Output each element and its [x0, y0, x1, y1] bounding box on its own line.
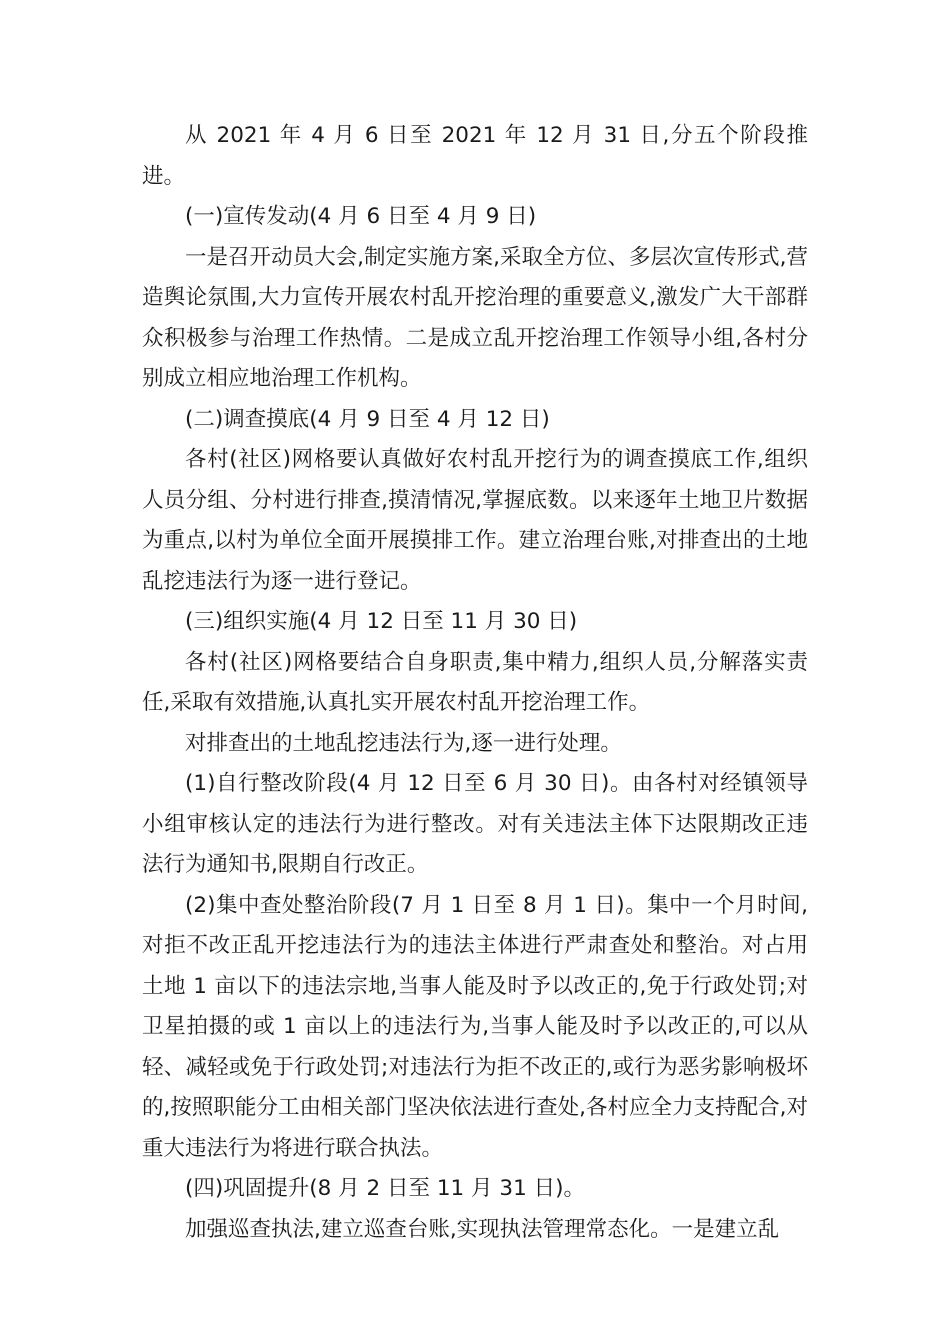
paragraph-consolidation: 加强巡查执法,建立巡查台账,实现执法管理常态化。一是建立乱 [185, 1216, 780, 1242]
section-heading-survey: (二)调查摸底(4 月 9 日至 4 月 12 日) [185, 406, 550, 432]
paragraph-publicity: 一是召开动员大会,制定实施方案,采取全方位、多层次宣传形式,营造舆论氛围,大力宣传开展农村乱开挖治理的重要意义,激发广大干部群众积极参与治理工作热情。二是成立乱开挖治理工作领导小组,各村分别成立相应地治理工作机构。 [142, 244, 808, 391]
document-body [142, 116, 808, 1250]
paragraph-timeline-intro: 从 2021 年 4 月 6 日至 2021 年 12 月 31 日,分五个阶段推进。 [142, 123, 808, 189]
section-heading-implementation: (三)组织实施(4 月 12 日至 11 月 30 日) [185, 609, 578, 634]
paragraph-self-rectification: (1)自行整改阶段(4 月 12 日至 6 月 30 日)。由各村对经镇领导小组审核认定的违法行为进行整改。对有关违法主体下达限期改正违法行为通知书,限期自行改正。 [142, 771, 808, 877]
paragraph-centralized-investigation: (2)集中查处整治阶段(7 月 1 日至 8 月 1 日)。集中一个月时间,对拒不改正乱开挖违法行为的违法主体进行严肃查处和整治。对占用土地 1 亩以下的违法宗地,当事人能及时予以改正的,免于行政处罚;对卫星拍摄的或 1 亩以上的违法行为,当事人能及时予以改正的,可以从轻、减轻或免于行政处罚;对违法行为拒不改正的,或行为恶劣影响极坏的,按照职能分工由相关部门坚决依法进行查处,各村应全力支持配合,对重大违法行为将进行联合执法。 [142, 892, 808, 1161]
paragraph-implementation: 各村(社区)网格要结合自身职责,集中精力,组织人员,分解落实责任,采取有效措施,认真扎实开展农村乱开挖治理工作。 [142, 649, 808, 715]
section-heading-publicity: (一)宣传发动(4 月 6 日至 4 月 9 日) [185, 204, 537, 229]
section-heading-consolidation: (四)巩固提升(8 月 2 日至 11 月 31 日)。 [185, 1176, 585, 1201]
paragraph-handling: 对排查出的土地乱挖违法行为,逐一进行处理。 [185, 730, 622, 756]
paragraph-survey: 各村(社区)网格要认真做好农村乱开挖行为的调查摸底工作,组织人员分组、分村进行排查,摸清情况,掌握底数。以来逐年土地卫片数据为重点,以村为单位全面开展摸排工作。建立治理台账,对排查出的土地乱挖违法行为逐一进行登记。 [142, 447, 808, 594]
